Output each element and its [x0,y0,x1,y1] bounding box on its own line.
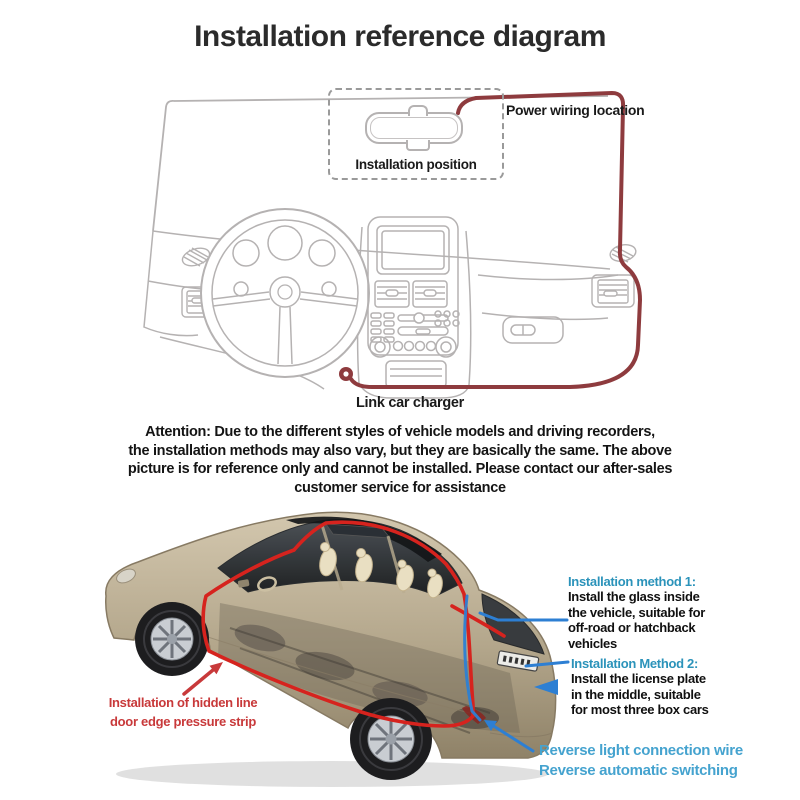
power-wiring-label: Power wiring location [506,102,645,118]
steering-wheel [201,209,369,377]
mirror-stem [406,140,430,151]
attention-line: Attention: Due to the different styles of vehicle models and driving recorders, [145,424,655,440]
installation-method-1: Installation method 1: Install the glass inside the vehicle, suitable for off-road or hatchback vehicles [568,574,738,651]
reverse-light-note: Reverse light connection wire Reverse automatic switching [539,742,743,779]
ground-shadow [116,761,548,787]
link-car-charger-label: Link car charger [356,395,465,411]
attention-line: customer service for assistance [294,479,506,496]
rear-wheel [350,698,432,780]
console-buttons [370,311,459,357]
attention-note [70,423,730,497]
installation-position-box [328,88,504,180]
attention-line: picture is for reference only and cannot be installed. Please contact our after-sales [127,461,673,477]
mirror-mount [408,105,428,116]
attention-line: the installation methods may also vary, but they are basically the same. The above [128,442,672,459]
glovebox [503,317,563,343]
center-console [368,217,459,357]
red-arrow-shaft [184,670,213,694]
installation-position-label: Installation position [355,157,477,172]
charger-panel [386,361,446,388]
right-air-vent [592,242,637,307]
installation-method-2: Installation Method 2: Install the license plate in the middle, suitable for most three box cars [571,656,741,718]
method-1-heading: Installation method 1: [568,574,696,589]
method-2-heading: Installation Method 2: [571,656,699,671]
front-wheel [135,602,209,676]
rearview-mirror [365,112,463,144]
car-cutaway-illustration [90,498,590,794]
door-strip-note: Installation of hidden line door edge pressure strip [108,695,258,729]
page-title: Installation reference diagram [194,20,606,53]
